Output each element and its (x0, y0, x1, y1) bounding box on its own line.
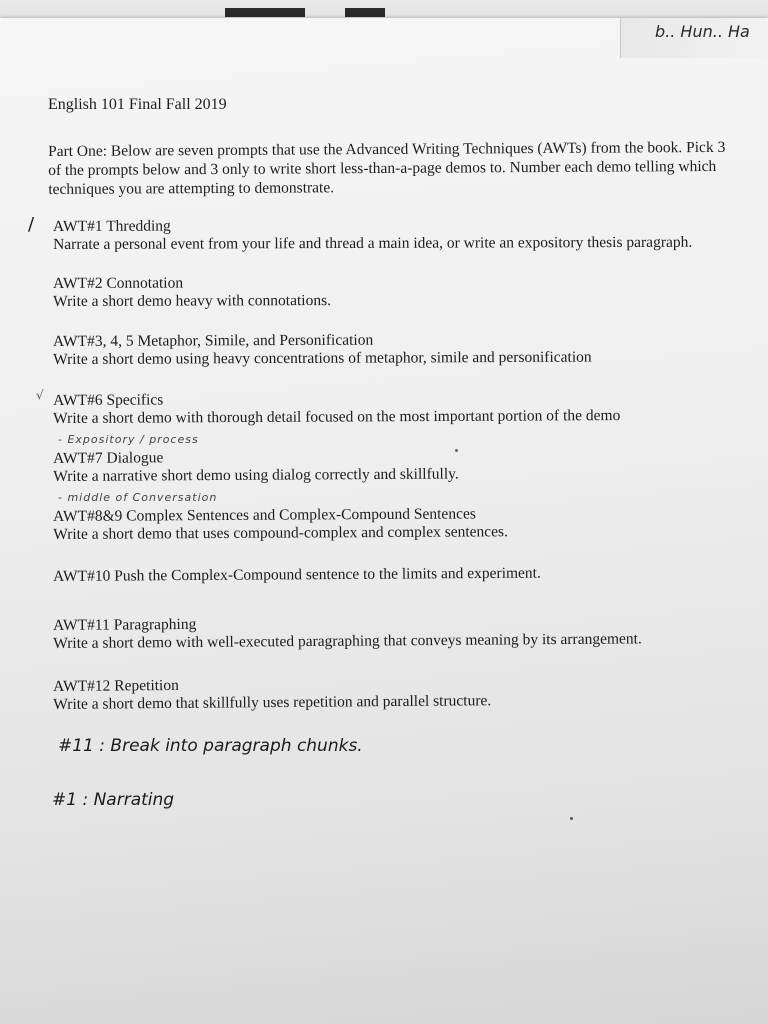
prompt-awt6 (53, 388, 753, 428)
tape-strip (225, 8, 305, 17)
prompt-awt1 (53, 216, 753, 254)
document-title: English 101 Final Fall 2019 (48, 96, 227, 113)
prompt-awt11 (53, 612, 753, 653)
prompt-description: Write a short demo using heavy concentrations of metaphor, simile and personification (53, 348, 592, 368)
handwritten-choice-2: #1 : Narrating (52, 790, 175, 810)
prompt-heading: AWT#2 Connotation (53, 274, 184, 292)
prompt-description: Write a short demo with well-executed paragraphing that conveys meaning by its arrangement. (53, 630, 642, 652)
prompt-heading: AWT#8&9 Complex Sentences and Complex-Compound Sentences (53, 505, 476, 525)
instructions-paragraph: Part One: Below are seven prompts that use the Advanced Writing Techniques (AWTs) from the book. Pick 3 of the prompts below and 3 only to write short less-than-a-page demos to. Number each demo telling which techniques you are attempting to demonstrate. (48, 138, 726, 198)
prompt-heading: AWT#1 Thredding (53, 217, 171, 235)
handwritten-note-specifics: - Expository / process (58, 433, 199, 446)
prompt-awt8-9 (53, 504, 753, 544)
prompt-awt2 (53, 273, 753, 311)
tape-strip (345, 8, 385, 17)
prompt-description: Write a short demo heavy with connotations. (53, 292, 332, 310)
prompt-description: Write a short demo that skillfully uses repetition and parallel structure. (53, 692, 492, 713)
tick-annotation: √ (36, 388, 44, 402)
student-name-handwritten: b.. Hun.. Ha (655, 22, 750, 41)
prompt-heading: AWT#11 Paragraphing (53, 615, 197, 634)
prompt-heading: AWT#6 Specifics (53, 391, 164, 409)
pen-dot (455, 449, 458, 452)
check-mark-annotation: / (28, 214, 35, 235)
prompt-heading: AWT#3, 4, 5 Metaphor, Simile, and Personification (53, 331, 374, 350)
prompt-description: Narrate a personal event from your life and thread a main idea, or write an expository thesis paragraph. (53, 233, 693, 253)
handwritten-note-dialogue: - middle of Conversation (58, 491, 218, 504)
pen-dot (570, 817, 573, 820)
handwritten-choice-1: #11 : Break into paragraph chunks. (58, 736, 363, 756)
prompt-awt3-5 (53, 330, 753, 369)
prompt-awt12 (53, 672, 753, 714)
prompt-heading: AWT#10 Push the Complex-Compound sentence to the limits and experiment. (53, 564, 541, 585)
prompt-heading: AWT#12 Repetition (53, 676, 179, 695)
prompt-awt7 (53, 446, 753, 486)
prompt-description: Write a short demo that uses compound-complex and complex sentences. (53, 523, 508, 543)
prompt-description: Write a narrative short demo using dialog correctly and skillfully. (53, 465, 459, 485)
prompt-description: Write a short demo with thorough detail focused on the most important portion of the demo (53, 407, 621, 427)
prompt-heading: AWT#7 Dialogue (53, 449, 164, 467)
